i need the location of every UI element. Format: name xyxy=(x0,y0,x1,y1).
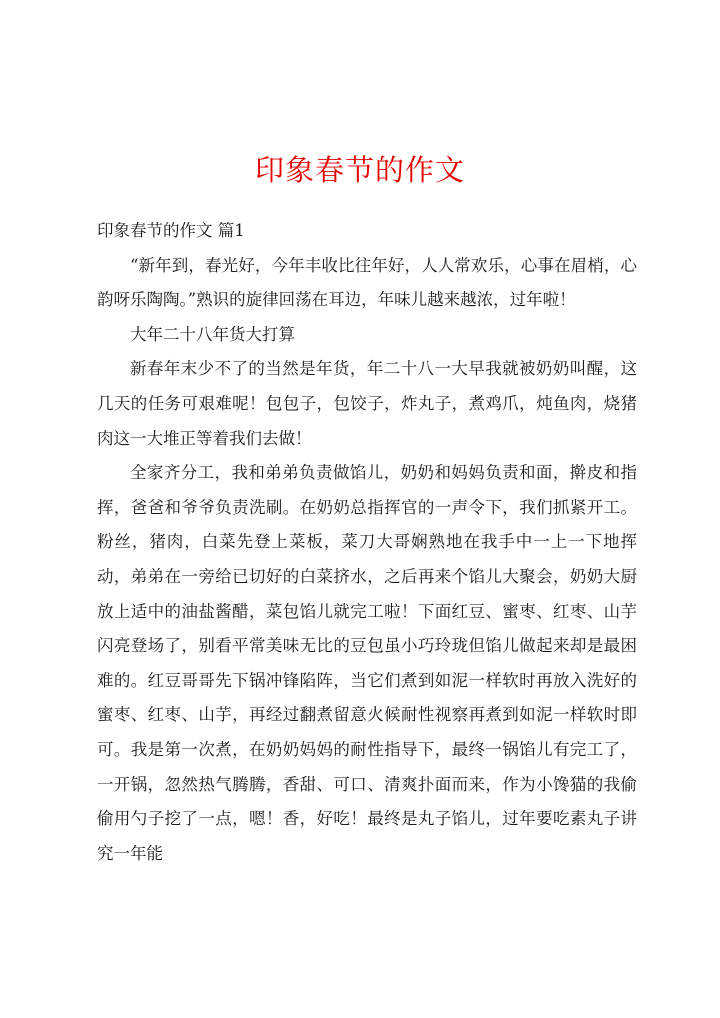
paragraph: 全家齐分工，我和弟弟负责做馅儿，奶奶和妈妈负责和面，擀皮和指挥，爸爸和爷爷负责洗刷。在奶奶总指挥官的一声令下，我们抓紧开工。粉丝，猪肉，白菜先登上菜板，菜刀大哥娴熟地在我手中一上一下地挥动，弟弟在一旁给已切好的白菜挤水，之后再来个馅儿大聚会，奶奶大厨放上适中的油盐酱醋，菜包馅儿就完工啦！下面红豆、蜜枣、红枣、山芋闪亮登场了，别看平常美味无比的豆包虽小巧玲珑但馅儿做起来却是最困难的。红豆哥哥先下锅冲锋陷阵，当它们煮到如泥一样软时再放入洗好的蜜枣、红枣、山芋，再经过翻煮留意火候耐性视察再煮到如泥一样软时即可。我是第一次煮，在奶奶妈妈的耐性指导下，最终一锅馅儿有完工了，一开锅，忽然热气腾腾，香甜、可口、清爽扑面而来，作为小馋猫的我偷偷用勺子挖了一点，嗯！香，好吃！最终是丸子馅儿，过年要吃素丸子讲究一年能 xyxy=(97,463,637,863)
document-body xyxy=(97,214,637,871)
paragraph-heading: 大年二十八年货大打算 xyxy=(130,324,295,344)
section-heading: 印象春节的作文 篇1 xyxy=(97,221,245,240)
document-title: 印象春节的作文 xyxy=(254,153,465,187)
paragraph: “新年到，春光好，今年丰收比往年好，人人常欢乐，心事在眉梢，心韵呀乐陶陶。”熟识的旋律回荡在耳边，年味儿越来越浓，过年啦！ xyxy=(97,255,637,310)
paragraph: 新春年末少不了的当然是年货，年二十八一大早我就被奶奶叫醒，这几天的任务可艰难呢！包包子，包饺子，炸丸子，煮鸡爪，炖鱼肉，烧猪肉这一大堆正等着我们去做！ xyxy=(97,359,637,448)
